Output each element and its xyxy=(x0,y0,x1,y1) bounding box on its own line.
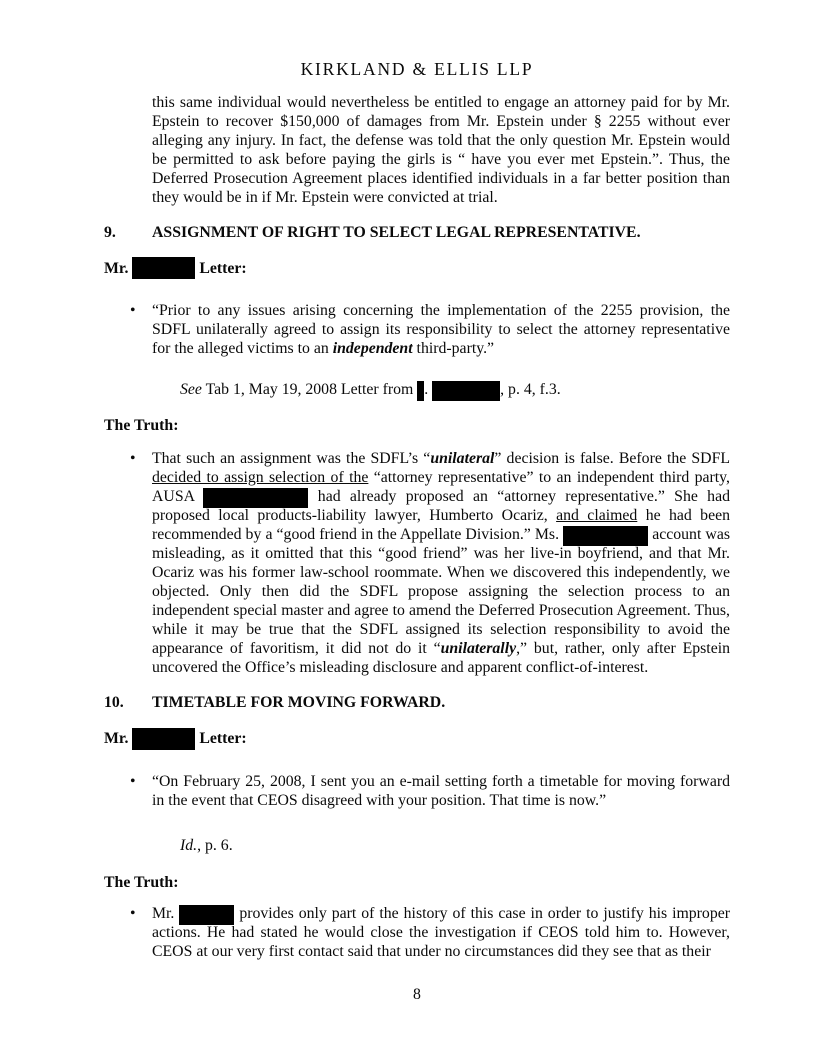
section-9-title: ASSIGNMENT OF RIGHT TO SELECT LEGAL REPRESENTATIVE. xyxy=(152,224,641,241)
bullet-icon: • xyxy=(130,302,136,320)
redaction-box xyxy=(203,488,308,508)
quote-text: “Prior to any issues arising concerning the implementation of the 2255 provision, the SDFL unilaterally agreed to assign its responsibility to select the attorney representative for the alleged victims to an xyxy=(152,302,730,358)
citation-tail: , p. 6. xyxy=(197,836,233,854)
truth-emphasis-unilateral: unilateral xyxy=(430,450,495,468)
section-9-truth-bullet xyxy=(130,449,731,677)
bullet-icon: • xyxy=(130,450,136,468)
truth-seg1: Mr. xyxy=(152,904,180,922)
bullet-icon: • xyxy=(130,904,136,922)
intro-paragraph: this same individual would nevertheless be entitled to engage an attorney paid for by Mr. Epstein to recover $150,000 of damages from Mr. Epstein under § 2255 without ever alleging any injury. In fact, the defense was told that the only question Mr. Epstein would be permitted to ask before paying the girls is “ have you ever met Epstein.”. Thus, the Deferred Prosecution Agreement places identified individuals in a far better position than they would be in if Mr. Epstein were convicted at trial. xyxy=(152,94,730,206)
section-10-letter-label xyxy=(104,727,730,751)
section-10-number: 10. xyxy=(104,694,124,712)
page-number: 8 xyxy=(413,985,421,1003)
truth-seg2: provides only part of the history of this case in order to justify his improper actions. He had stated he would close the investigation if CEOS told him to. However, CEOS at our very first contact said that under no circumstances did they see that as their xyxy=(152,904,730,960)
section-10-truth-bullet xyxy=(130,904,730,961)
truth-seg7: ,” but, rather, only after Epstein uncovered the Office’s misleading disclosure and apparent conflict-of-interest. xyxy=(152,640,730,677)
section-10-letter-quote xyxy=(130,772,730,810)
citation-tail: , p. 4, f.3. xyxy=(500,381,561,399)
truth-seg2: ” decision is false. Before the SDFL xyxy=(494,450,730,468)
quote-text: “On February 25, 2008, I sent you an e-mail setting forth a timetable for moving forward in the event that CEOS disagreed with your position. That time is now.” xyxy=(152,772,730,809)
bullet-icon: • xyxy=(130,772,136,790)
quote-text-end: third-party.” xyxy=(412,340,495,358)
section-10-truth-heading: The Truth: xyxy=(104,873,179,891)
letter-label-suffix: Letter: xyxy=(199,730,247,748)
truth-underlined-1: decided to assign selection of the xyxy=(152,469,369,487)
section-9-number: 9. xyxy=(104,224,116,241)
section-10-heading xyxy=(104,693,730,712)
section-9-citation xyxy=(180,380,730,399)
redaction-box xyxy=(432,381,500,401)
quote-emphasis: independent xyxy=(332,340,413,358)
citation-after-initial: . xyxy=(424,381,433,399)
truth-emphasis-unilaterally: unilaterally xyxy=(440,640,517,658)
truth-seg5: he had been recommended by a “good friend in the Appellate Division.” Ms. xyxy=(152,507,731,544)
section-9-truth-heading: The Truth: xyxy=(104,417,179,435)
letter-label-suffix: Letter: xyxy=(199,260,247,277)
truth-seg3: “attorney representative” to an independent third party, AUSA xyxy=(152,469,730,506)
truth-underlined-2: and claimed xyxy=(556,507,638,525)
redaction-box xyxy=(563,526,648,546)
truth-seg6: account was misleading, as it omitted that this “good friend” was her live-in boyfriend, and that Mr. Ocariz was his former law-school roommate. When we discovered this independently, we objected. Only then did the SDFL propose assigning the selection process to an independent special master and agree to amend the Deferred Prosecution Agreement. Thus, while it may be true that the SDFL assigned its selection responsibility to avoid the appearance of favoritism, it did not do it “ xyxy=(152,526,730,658)
truth-seg4: had already proposed an “attorney representative.” She had proposed local products-liability lawyer, Humberto Ocariz, xyxy=(152,488,730,525)
redaction-box xyxy=(132,257,195,279)
letter-label-prefix: Mr. xyxy=(104,260,129,277)
citation-id: Id. xyxy=(180,836,198,854)
letter-label-prefix: Mr. xyxy=(104,730,129,748)
section-9-heading xyxy=(104,223,730,242)
firm-letterhead: KIRKLAND & ELLIS LLP xyxy=(300,59,534,79)
section-9-letter-label xyxy=(104,257,730,281)
section-10-title: TIMETABLE FOR MOVING FORWARD. xyxy=(152,694,446,712)
citation-body: Tab 1, May 19, 2008 Letter from xyxy=(201,381,418,399)
redaction-box xyxy=(179,905,234,925)
section-9-letter-quote xyxy=(130,301,730,358)
truth-seg1: That such an assignment was the SDFL’s “ xyxy=(152,450,431,468)
section-10-citation xyxy=(180,836,730,855)
citation-see: See xyxy=(180,381,202,399)
redaction-box xyxy=(132,728,195,750)
